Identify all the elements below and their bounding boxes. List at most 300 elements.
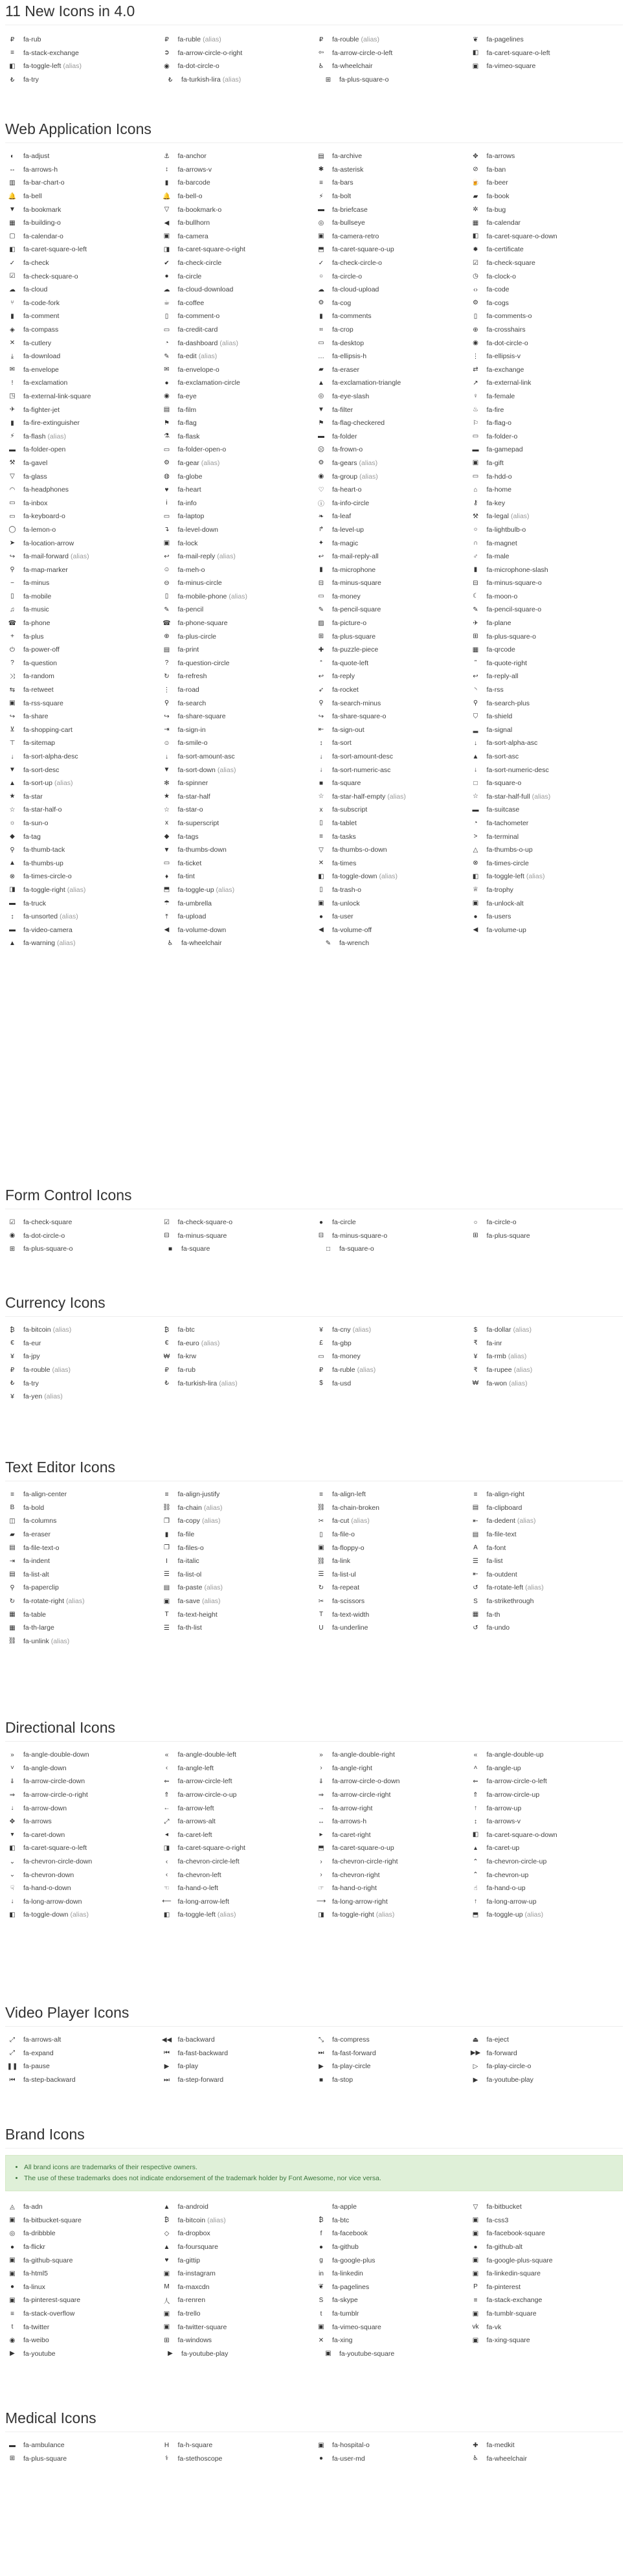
icon-entry[interactable] bbox=[5, 1365, 160, 1374]
icon-entry[interactable] bbox=[314, 1339, 469, 1348]
icon-entry[interactable] bbox=[5, 1379, 160, 1388]
icon-entry[interactable] bbox=[5, 659, 160, 668]
icon-entry[interactable] bbox=[469, 685, 623, 694]
icon-entry[interactable] bbox=[5, 2229, 160, 2238]
icon-entry[interactable] bbox=[160, 272, 315, 281]
icon-entry[interactable] bbox=[469, 1490, 623, 1499]
icon-entry[interactable] bbox=[314, 2062, 469, 2071]
icon-entry[interactable] bbox=[469, 49, 623, 58]
icon-entry[interactable] bbox=[469, 632, 623, 641]
icon-entry[interactable] bbox=[160, 645, 315, 654]
icon-entry[interactable] bbox=[314, 872, 469, 881]
icon-entry[interactable] bbox=[5, 1910, 160, 1919]
icon-entry[interactable] bbox=[469, 1857, 623, 1866]
icon-entry[interactable] bbox=[314, 62, 469, 71]
icon-entry[interactable] bbox=[5, 779, 160, 788]
icon-entry[interactable] bbox=[5, 2336, 160, 2345]
icon-entry[interactable] bbox=[469, 2216, 623, 2225]
icon-entry[interactable] bbox=[5, 2256, 160, 2265]
icon-entry[interactable] bbox=[314, 699, 469, 708]
icon-entry[interactable] bbox=[469, 2269, 623, 2278]
icon-entry[interactable] bbox=[469, 2283, 623, 2292]
icon-entry[interactable] bbox=[469, 1516, 623, 1525]
icon-entry[interactable] bbox=[5, 418, 160, 427]
icon-entry[interactable] bbox=[314, 1218, 469, 1227]
icon-entry[interactable] bbox=[469, 645, 623, 654]
icon-entry[interactable] bbox=[314, 245, 469, 254]
icon-entry[interactable] bbox=[5, 605, 160, 614]
icon-entry[interactable] bbox=[469, 2229, 623, 2238]
icon-entry[interactable] bbox=[5, 2283, 160, 2292]
icon-entry[interactable] bbox=[5, 619, 160, 628]
icon-entry[interactable] bbox=[160, 1490, 315, 1499]
icon-entry[interactable] bbox=[314, 1490, 469, 1499]
icon-entry[interactable] bbox=[5, 685, 160, 694]
icon-entry[interactable] bbox=[5, 165, 160, 174]
icon-entry[interactable] bbox=[5, 1817, 160, 1826]
icon-entry[interactable] bbox=[5, 752, 160, 761]
icon-entry[interactable] bbox=[469, 699, 623, 708]
icon-entry[interactable] bbox=[314, 2035, 469, 2044]
icon-entry[interactable] bbox=[469, 2256, 623, 2265]
icon-entry[interactable] bbox=[314, 1544, 469, 1553]
icon-entry[interactable] bbox=[469, 1544, 623, 1553]
icon-entry[interactable] bbox=[314, 552, 469, 561]
icon-entry[interactable] bbox=[314, 1790, 469, 1799]
icon-entry[interactable] bbox=[469, 339, 623, 348]
icon-entry[interactable] bbox=[314, 845, 469, 854]
icon-entry[interactable] bbox=[160, 2296, 315, 2305]
icon-entry[interactable] bbox=[160, 418, 315, 427]
icon-entry[interactable] bbox=[469, 1871, 623, 1880]
icon-entry[interactable] bbox=[160, 2454, 315, 2463]
icon-entry[interactable] bbox=[160, 725, 315, 735]
icon-entry[interactable] bbox=[5, 1597, 160, 1606]
icon-entry[interactable] bbox=[314, 365, 469, 374]
icon-entry[interactable] bbox=[160, 752, 315, 761]
icon-entry[interactable] bbox=[160, 1570, 315, 1579]
icon-entry[interactable] bbox=[5, 2349, 163, 2358]
icon-entry[interactable] bbox=[469, 752, 623, 761]
icon-entry[interactable] bbox=[5, 1325, 160, 1334]
icon-entry[interactable] bbox=[314, 752, 469, 761]
icon-entry[interactable] bbox=[5, 725, 160, 735]
icon-entry[interactable] bbox=[163, 75, 321, 84]
icon-entry[interactable] bbox=[160, 885, 315, 895]
icon-entry[interactable] bbox=[160, 285, 315, 294]
icon-entry[interactable] bbox=[321, 1244, 479, 1253]
icon-entry[interactable] bbox=[5, 1777, 160, 1786]
icon-entry[interactable] bbox=[5, 2309, 160, 2318]
icon-entry[interactable] bbox=[314, 192, 469, 201]
icon-entry[interactable] bbox=[469, 152, 623, 161]
icon-entry[interactable] bbox=[160, 1884, 315, 1893]
icon-entry[interactable] bbox=[160, 1750, 315, 1759]
icon-entry[interactable] bbox=[160, 926, 315, 935]
icon-entry[interactable] bbox=[5, 1843, 160, 1852]
icon-entry[interactable] bbox=[160, 659, 315, 668]
icon-entry[interactable] bbox=[160, 1503, 315, 1512]
icon-entry[interactable] bbox=[314, 926, 469, 935]
icon-entry[interactable] bbox=[314, 512, 469, 521]
icon-entry[interactable] bbox=[314, 325, 469, 334]
icon-entry[interactable] bbox=[160, 1325, 315, 1334]
icon-entry[interactable] bbox=[314, 165, 469, 174]
icon-entry[interactable] bbox=[314, 2269, 469, 2278]
icon-entry[interactable] bbox=[469, 232, 623, 241]
icon-entry[interactable] bbox=[163, 939, 321, 948]
icon-entry[interactable] bbox=[469, 1597, 623, 1606]
icon-entry[interactable] bbox=[314, 1910, 469, 1919]
icon-entry[interactable] bbox=[469, 1352, 623, 1361]
icon-entry[interactable] bbox=[469, 1556, 623, 1566]
icon-entry[interactable] bbox=[5, 1218, 160, 1227]
icon-entry[interactable] bbox=[314, 792, 469, 801]
icon-entry[interactable] bbox=[5, 245, 160, 254]
icon-entry[interactable] bbox=[160, 205, 315, 214]
icon-entry[interactable] bbox=[5, 1583, 160, 1592]
icon-entry[interactable] bbox=[314, 738, 469, 747]
icon-entry[interactable] bbox=[160, 578, 315, 587]
icon-entry[interactable] bbox=[314, 218, 469, 227]
icon-entry[interactable] bbox=[5, 472, 160, 481]
icon-entry[interactable] bbox=[160, 299, 315, 308]
icon-entry[interactable] bbox=[469, 499, 623, 508]
icon-entry[interactable] bbox=[160, 2283, 315, 2292]
icon-entry[interactable] bbox=[314, 632, 469, 641]
icon-entry[interactable] bbox=[5, 485, 160, 494]
icon-entry[interactable] bbox=[5, 525, 160, 534]
icon-entry[interactable] bbox=[469, 1325, 623, 1334]
icon-entry[interactable] bbox=[314, 2296, 469, 2305]
icon-entry[interactable] bbox=[469, 245, 623, 254]
icon-entry[interactable] bbox=[160, 2256, 315, 2265]
icon-entry[interactable] bbox=[314, 885, 469, 895]
icon-entry[interactable] bbox=[5, 1857, 160, 1866]
icon-entry[interactable] bbox=[314, 2075, 469, 2084]
icon-entry[interactable] bbox=[469, 432, 623, 441]
icon-entry[interactable] bbox=[469, 1583, 623, 1592]
icon-entry[interactable] bbox=[5, 459, 160, 468]
icon-entry[interactable] bbox=[160, 1556, 315, 1566]
icon-entry[interactable] bbox=[314, 258, 469, 268]
icon-entry[interactable] bbox=[314, 285, 469, 294]
icon-entry[interactable] bbox=[5, 552, 160, 561]
icon-entry[interactable] bbox=[5, 2242, 160, 2251]
icon-entry[interactable] bbox=[314, 1325, 469, 1334]
icon-entry[interactable] bbox=[314, 659, 469, 668]
icon-entry[interactable] bbox=[314, 899, 469, 908]
icon-entry[interactable] bbox=[160, 178, 315, 187]
icon-entry[interactable] bbox=[314, 2216, 469, 2225]
icon-entry[interactable] bbox=[5, 899, 160, 908]
icon-entry[interactable] bbox=[469, 899, 623, 908]
icon-entry[interactable] bbox=[469, 378, 623, 387]
icon-entry[interactable] bbox=[469, 819, 623, 828]
icon-entry[interactable] bbox=[5, 2035, 160, 2044]
icon-entry[interactable] bbox=[160, 525, 315, 534]
icon-entry[interactable] bbox=[314, 1750, 469, 1759]
icon-entry[interactable] bbox=[5, 1352, 160, 1361]
icon-entry[interactable] bbox=[5, 592, 160, 601]
icon-entry[interactable] bbox=[469, 405, 623, 415]
icon-entry[interactable] bbox=[5, 1871, 160, 1880]
icon-entry[interactable] bbox=[469, 205, 623, 214]
icon-entry[interactable] bbox=[469, 2049, 623, 2058]
icon-entry[interactable] bbox=[160, 1843, 315, 1852]
icon-entry[interactable] bbox=[314, 619, 469, 628]
icon-entry[interactable] bbox=[469, 2454, 623, 2463]
icon-entry[interactable] bbox=[160, 258, 315, 268]
icon-entry[interactable] bbox=[314, 1857, 469, 1866]
icon-entry[interactable] bbox=[314, 272, 469, 281]
icon-entry[interactable] bbox=[160, 152, 315, 161]
icon-entry[interactable] bbox=[160, 1817, 315, 1826]
icon-entry[interactable] bbox=[160, 1897, 315, 1906]
icon-entry[interactable] bbox=[5, 845, 160, 854]
icon-entry[interactable] bbox=[469, 552, 623, 561]
icon-entry[interactable] bbox=[5, 632, 160, 641]
icon-entry[interactable] bbox=[314, 1830, 469, 1840]
icon-entry[interactable] bbox=[314, 592, 469, 601]
icon-entry[interactable] bbox=[469, 605, 623, 614]
icon-entry[interactable] bbox=[160, 2441, 315, 2450]
icon-entry[interactable] bbox=[5, 738, 160, 747]
icon-entry[interactable] bbox=[469, 832, 623, 841]
icon-entry[interactable] bbox=[5, 218, 160, 227]
icon-entry[interactable] bbox=[160, 325, 315, 334]
icon-entry[interactable] bbox=[5, 2049, 160, 2058]
icon-entry[interactable] bbox=[469, 485, 623, 494]
icon-entry[interactable] bbox=[314, 2049, 469, 2058]
icon-entry[interactable] bbox=[160, 312, 315, 321]
icon-entry[interactable] bbox=[469, 539, 623, 548]
icon-entry[interactable] bbox=[5, 859, 160, 868]
icon-entry[interactable] bbox=[160, 218, 315, 227]
icon-entry[interactable] bbox=[314, 1597, 469, 1606]
icon-entry[interactable] bbox=[314, 565, 469, 575]
icon-entry[interactable] bbox=[469, 1365, 623, 1374]
icon-entry[interactable] bbox=[160, 792, 315, 801]
icon-entry[interactable] bbox=[469, 352, 623, 361]
icon-entry[interactable] bbox=[160, 499, 315, 508]
icon-entry[interactable] bbox=[469, 1610, 623, 1619]
icon-entry[interactable] bbox=[5, 352, 160, 361]
icon-entry[interactable] bbox=[160, 1339, 315, 1348]
icon-entry[interactable] bbox=[160, 2229, 315, 2238]
icon-entry[interactable] bbox=[5, 712, 160, 721]
icon-entry[interactable] bbox=[469, 312, 623, 321]
icon-entry[interactable] bbox=[314, 152, 469, 161]
icon-entry[interactable] bbox=[314, 1871, 469, 1880]
icon-entry[interactable] bbox=[469, 1790, 623, 1799]
icon-entry[interactable] bbox=[314, 472, 469, 481]
icon-entry[interactable] bbox=[5, 445, 160, 454]
icon-entry[interactable] bbox=[5, 35, 160, 44]
icon-entry[interactable] bbox=[160, 232, 315, 241]
icon-entry[interactable] bbox=[160, 392, 315, 401]
icon-entry[interactable] bbox=[314, 459, 469, 468]
icon-entry[interactable] bbox=[5, 1897, 160, 1906]
icon-entry[interactable] bbox=[5, 499, 160, 508]
icon-entry[interactable] bbox=[160, 512, 315, 521]
icon-entry[interactable] bbox=[5, 565, 160, 575]
icon-entry[interactable] bbox=[5, 62, 160, 71]
icon-entry[interactable] bbox=[5, 325, 160, 334]
icon-entry[interactable] bbox=[5, 1490, 160, 1499]
icon-entry[interactable] bbox=[469, 418, 623, 427]
icon-entry[interactable] bbox=[469, 2336, 623, 2345]
icon-entry[interactable] bbox=[314, 2309, 469, 2318]
icon-entry[interactable] bbox=[160, 565, 315, 575]
icon-entry[interactable] bbox=[469, 845, 623, 854]
icon-entry[interactable] bbox=[5, 2216, 160, 2225]
icon-entry[interactable] bbox=[314, 1623, 469, 1632]
icon-entry[interactable] bbox=[469, 2242, 623, 2251]
icon-entry[interactable] bbox=[5, 1804, 160, 1813]
icon-entry[interactable] bbox=[5, 1610, 160, 1619]
icon-entry[interactable] bbox=[5, 2323, 160, 2332]
icon-entry[interactable] bbox=[160, 2242, 315, 2251]
icon-entry[interactable] bbox=[5, 365, 160, 374]
icon-entry[interactable] bbox=[314, 499, 469, 508]
icon-entry[interactable] bbox=[469, 192, 623, 201]
icon-entry[interactable] bbox=[160, 352, 315, 361]
icon-entry[interactable] bbox=[314, 805, 469, 814]
icon-entry[interactable] bbox=[160, 592, 315, 601]
icon-entry[interactable] bbox=[160, 1352, 315, 1361]
icon-entry[interactable] bbox=[314, 405, 469, 415]
icon-entry[interactable] bbox=[160, 899, 315, 908]
icon-entry[interactable] bbox=[314, 35, 469, 44]
icon-entry[interactable] bbox=[160, 165, 315, 174]
icon-entry[interactable] bbox=[314, 1556, 469, 1566]
icon-entry[interactable] bbox=[160, 2269, 315, 2278]
icon-entry[interactable] bbox=[5, 258, 160, 268]
icon-entry[interactable] bbox=[469, 165, 623, 174]
icon-entry[interactable] bbox=[5, 1884, 160, 1893]
icon-entry[interactable] bbox=[160, 192, 315, 201]
icon-entry[interactable] bbox=[314, 766, 469, 775]
icon-entry[interactable] bbox=[160, 472, 315, 481]
icon-entry[interactable] bbox=[314, 1516, 469, 1525]
icon-entry[interactable] bbox=[5, 285, 160, 294]
icon-entry[interactable] bbox=[5, 205, 160, 214]
icon-entry[interactable] bbox=[5, 1530, 160, 1539]
icon-entry[interactable] bbox=[160, 1218, 315, 1227]
icon-entry[interactable] bbox=[160, 685, 315, 694]
icon-entry[interactable] bbox=[314, 418, 469, 427]
icon-entry[interactable] bbox=[160, 1530, 315, 1539]
icon-entry[interactable] bbox=[314, 2441, 469, 2450]
icon-entry[interactable] bbox=[160, 605, 315, 614]
icon-entry[interactable] bbox=[469, 1379, 623, 1388]
icon-entry[interactable] bbox=[160, 365, 315, 374]
icon-entry[interactable] bbox=[5, 1516, 160, 1525]
icon-entry[interactable] bbox=[314, 2242, 469, 2251]
icon-entry[interactable] bbox=[160, 619, 315, 628]
icon-entry[interactable] bbox=[160, 445, 315, 454]
icon-entry[interactable] bbox=[160, 539, 315, 548]
icon-entry[interactable] bbox=[469, 912, 623, 921]
icon-entry[interactable] bbox=[314, 485, 469, 494]
icon-entry[interactable] bbox=[160, 2309, 315, 2318]
icon-entry[interactable] bbox=[314, 2256, 469, 2265]
icon-entry[interactable] bbox=[469, 2296, 623, 2305]
icon-entry[interactable] bbox=[469, 619, 623, 628]
icon-entry[interactable] bbox=[5, 1570, 160, 1579]
icon-entry[interactable] bbox=[469, 1843, 623, 1852]
icon-entry[interactable] bbox=[314, 672, 469, 681]
icon-entry[interactable] bbox=[314, 1530, 469, 1539]
icon-entry[interactable] bbox=[314, 605, 469, 614]
icon-entry[interactable] bbox=[314, 1503, 469, 1512]
icon-entry[interactable] bbox=[5, 939, 163, 948]
icon-entry[interactable] bbox=[314, 432, 469, 441]
icon-entry[interactable] bbox=[160, 2216, 315, 2225]
icon-entry[interactable] bbox=[5, 2269, 160, 2278]
icon-entry[interactable] bbox=[469, 1570, 623, 1579]
icon-entry[interactable] bbox=[160, 832, 315, 841]
icon-entry[interactable] bbox=[5, 378, 160, 387]
icon-entry[interactable] bbox=[314, 1804, 469, 1813]
icon-entry[interactable] bbox=[469, 62, 623, 71]
icon-entry[interactable] bbox=[160, 766, 315, 775]
icon-entry[interactable] bbox=[5, 832, 160, 841]
icon-entry[interactable] bbox=[5, 645, 160, 654]
icon-entry[interactable] bbox=[469, 178, 623, 187]
icon-entry[interactable] bbox=[469, 1503, 623, 1512]
icon-entry[interactable] bbox=[469, 1830, 623, 1840]
icon-entry[interactable] bbox=[469, 1884, 623, 1893]
icon-entry[interactable] bbox=[469, 392, 623, 401]
icon-entry[interactable] bbox=[469, 779, 623, 788]
icon-entry[interactable] bbox=[160, 1231, 315, 1240]
icon-entry[interactable] bbox=[160, 405, 315, 415]
icon-entry[interactable] bbox=[5, 1231, 160, 1240]
icon-entry[interactable] bbox=[160, 459, 315, 468]
icon-entry[interactable] bbox=[469, 766, 623, 775]
icon-entry[interactable] bbox=[5, 178, 160, 187]
icon-entry[interactable] bbox=[160, 2336, 315, 2345]
icon-entry[interactable] bbox=[469, 285, 623, 294]
icon-entry[interactable] bbox=[469, 659, 623, 668]
icon-entry[interactable] bbox=[469, 2202, 623, 2211]
icon-entry[interactable] bbox=[314, 1231, 469, 1240]
icon-entry[interactable] bbox=[160, 859, 315, 868]
icon-entry[interactable] bbox=[160, 738, 315, 747]
icon-entry[interactable] bbox=[5, 1764, 160, 1773]
icon-entry[interactable] bbox=[314, 2323, 469, 2332]
icon-entry[interactable] bbox=[163, 2349, 321, 2358]
icon-entry[interactable] bbox=[160, 1365, 315, 1374]
icon-entry[interactable] bbox=[160, 1857, 315, 1866]
icon-entry[interactable] bbox=[5, 805, 160, 814]
icon-entry[interactable] bbox=[469, 2441, 623, 2450]
icon-entry[interactable] bbox=[469, 272, 623, 281]
icon-entry[interactable] bbox=[5, 75, 163, 84]
icon-entry[interactable] bbox=[469, 1623, 623, 1632]
icon-entry[interactable] bbox=[314, 912, 469, 921]
icon-entry[interactable] bbox=[5, 312, 160, 321]
icon-entry[interactable] bbox=[160, 1597, 315, 1606]
icon-entry[interactable] bbox=[5, 885, 160, 895]
icon-entry[interactable] bbox=[5, 1392, 163, 1401]
icon-entry[interactable] bbox=[469, 459, 623, 468]
icon-entry[interactable] bbox=[314, 352, 469, 361]
icon-entry[interactable] bbox=[314, 685, 469, 694]
icon-entry[interactable] bbox=[469, 738, 623, 747]
